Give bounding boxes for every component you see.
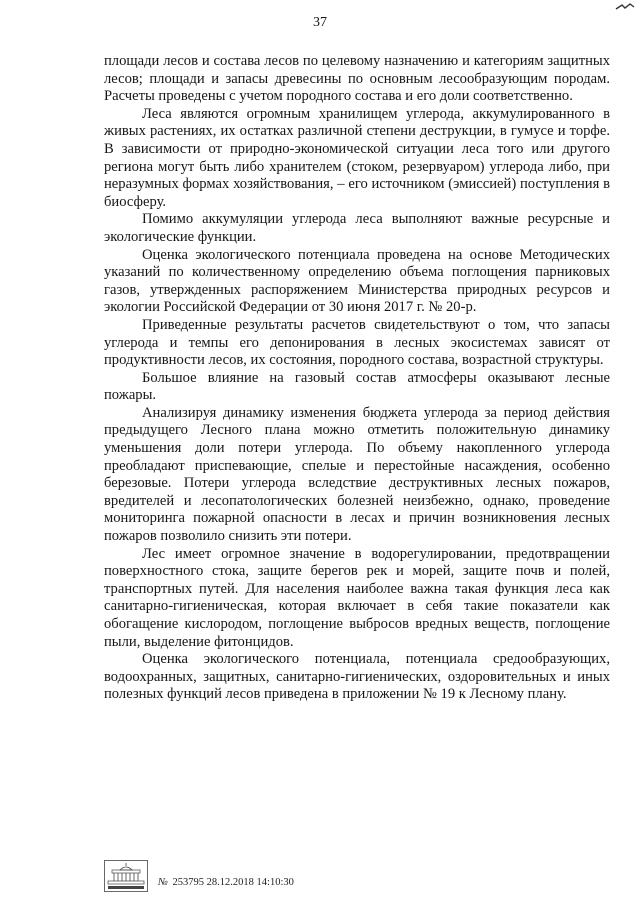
paragraph: Помимо аккумуляции углерода леса выполняют важные ресурсные и экологические функции.	[104, 211, 610, 245]
corner-mark-icon	[614, 2, 636, 12]
document-footer	[104, 856, 294, 892]
paragraph: Анализируя динамику изменения бюджета углерода за период действия предыдущего Лесного плана можно отметить положительную динамику уменьшения доли потери углерода. По объему накопленного углерода преобладают приспевающие, спелые и перестойные насаждения, особенно березовые. Потери углерода вследствие деструктивных лесных пожаров, вредителей и лесопатологических болезней неизбежно, однако, проведение мониторинга пожарной опасности в лесах и причин возникновения лесных пожаров позволило снизить эти потери.	[104, 404, 610, 545]
paragraph: Приведенные результаты расчетов свидетельствуют о том, что запасы углерода и темпы его депонирования в лесных экосистемах зависят от продуктивности лесов, их состояния, породного состава, возрастной структуры.	[104, 316, 610, 369]
paragraph: Большое влияние на газовый состав атмосферы оказывают лесные пожары.	[104, 369, 610, 404]
document-timestamp: 28.12.2018 14:10:30	[206, 877, 294, 888]
number-sign: №	[158, 877, 168, 888]
document-stamp-text	[158, 877, 294, 888]
paragraph: Лес имеет огромное значение в водорегулировании, предотвращении поверхностного стока, защите берегов рек и морей, защите почв и полей, транспортных путей. Для населения наиболее важна такая функция леса как санитарно-гигиеническая, которая включает в себя такие показатели как обогащение кислородом, поглощение выбросов вредных веществ, поглощение пыли, выделение фитонцидов.	[104, 545, 610, 650]
government-building-stamp-icon	[104, 860, 148, 892]
paragraph: Оценка экологического потенциала, потенциала средообразующих, водоохранных, защитных, санитарно-гигиенических, оздоровительных и иных полезных функций лесов приведена в приложении № 19 к Лесному плану.	[104, 651, 610, 703]
paragraph: площади лесов и состава лесов по целевому назначению и категориям защитных лесов; площади и запасы древесины по основным лесообразующим породам. Расчеты проведены с учетом породного состава и его доли соответственно.	[104, 53, 610, 105]
paragraph: Оценка экологического потенциала проведена на основе Методических указаний по количественному определению объема поглощения парниковых газов, утвержденных распоряжением Министерства природных ресурсов и экологии Российской Федерации от 30 июня 2017 г. № 20-р.	[104, 246, 610, 316]
paragraph: Леса являются огромным хранилищем углерода, аккумулированного в живых растениях, их остатках различной степени деструкции, в гумусе и торфе. В зависимости от природно-экономической ситуации леса того или другого региона могут быть либо хранителем (стоком, резервуаром) углерода либо, при неразумных формах хозяйствования, – его источником (эмиссией) поступления в биосферу.	[104, 105, 610, 210]
page-number: 37	[313, 15, 327, 30]
document-number: 253795	[172, 877, 205, 888]
document-body	[104, 53, 610, 704]
